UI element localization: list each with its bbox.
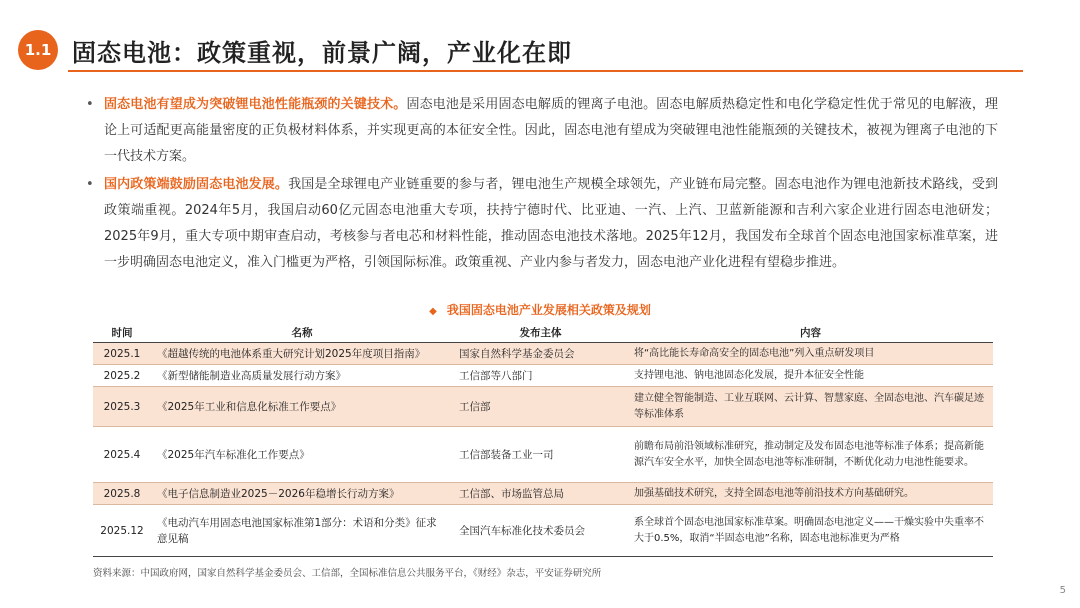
cell-name: 《2025年汽车标准化工作要点》 [151,427,453,483]
column-header-issuer: 发布主体 [453,322,628,343]
column-header-name: 名称 [151,322,453,343]
cell-content: 支持锂电池、钠电池固态化发展，提升本征安全性能 [628,365,993,387]
table-header-row [93,322,993,343]
bullet-dot-icon: • [86,177,94,192]
cell-time: 2025.4 [93,427,151,483]
cell-issuer: 工信部等八部门 [453,365,628,387]
section-number-badge: 1.1 [18,30,58,70]
table-title-text: 我国固态电池产业发展相关政策及规划 [446,303,651,317]
cell-content: 前瞻布局前沿领域标准研究，推动制定及发布固态电池等标准子体系；提高新能源汽车安全水平，加快全固态电池等标准研制，不断优化动力电池性能要求。 [628,427,993,483]
cell-name: 《电动汽车用固态电池国家标准第1部分：术语和分类》征求意见稿 [151,505,453,557]
table-row [93,343,993,365]
cell-content: 加强基础技术研究，支持全固态电池等前沿技术方向基础研究。 [628,483,993,505]
policy-table [93,322,993,557]
slide-header [0,0,1080,80]
cell-time: 2025.8 [93,483,151,505]
cell-issuer: 国家自然科学基金委员会 [453,343,628,365]
cell-name: 《2025年工业和信息化标准工作要点》 [151,387,453,427]
table-row [93,387,993,427]
cell-content: 将“高比能长寿命高安全的固态电池”列入重点研发项目 [628,343,993,365]
column-header-content: 内容 [628,322,993,343]
table-row [93,365,993,387]
cell-issuer: 工信部 [453,387,628,427]
cell-content: 系全球首个固态电池国家标准草案。明确固态电池定义——干燥实验中失重率不大于0.5%，取消“半固态电池”名称，固态电池标准更为严格 [628,505,993,557]
table-row [93,505,993,557]
table-row [93,427,993,483]
cell-time: 2025.12 [93,505,151,557]
cell-time: 2025.3 [93,387,151,427]
table-title [0,301,1080,318]
bullet-policy-support [86,172,998,276]
bullet-body-text: 固态电池是采用固态电解质的锂离子电池。固态电解质热稳定性和电化学稳定性优于常见的电解液，理论上可适配更高能量密度的正负极材料体系，并实现更高的本征安全性。因此，固态电池有望成为突破锂电池性能瓶颈的关键技术，被视为锂离子电池的下一代技术方案。 [104,97,998,164]
bullet-lead-text: 国内政策端鼓励固态电池发展。 [104,177,289,192]
bullet-lead-text: 固态电池有望成为突破锂电池性能瓶颈的关键技术。 [104,97,407,112]
page-number: 5 [1059,585,1066,596]
cell-issuer: 工信部、市场监管总局 [453,483,628,505]
cell-name: 《超越传统的电池体系重大研究计划2025年度项目指南》 [151,343,453,365]
cell-name: 《新型储能制造业高质量发展行动方案》 [151,365,453,387]
diamond-icon: ◆ [429,306,437,317]
cell-issuer: 全国汽车标准化技术委员会 [453,505,628,557]
cell-issuer: 工信部装备工业一司 [453,427,628,483]
bullet-solid-state-breakthrough [86,92,998,170]
bullet-list [86,92,998,278]
header-divider [68,70,1023,72]
cell-name: 《电子信息制造业2025－2026年稳增长行动方案》 [151,483,453,505]
bullet-dot-icon: • [86,97,94,112]
cell-time: 2025.2 [93,365,151,387]
column-header-time: 时间 [93,322,151,343]
table-row [93,483,993,505]
slide-title: 固态电池：政策重视，前景广阔，产业化在即 [72,39,572,67]
cell-content: 建立健全智能制造、工业互联网、云计算、智慧家庭、全固态电池、汽车碳足迹等标准体系 [628,387,993,427]
source-note: 资料来源：中国政府网，国家自然科学基金委员会、工信部，全国标准信息公共服务平台，《财经》杂志，平安证券研究所 [93,568,602,579]
cell-time: 2025.1 [93,343,151,365]
bullet-body-text: 我国是全球锂电产业链重要的参与者，锂电池生产规模全球领先，产业链布局完整。固态电池作为锂电池新技术路线，受到政策端重视。2024年5月，我国启动60亿元固态电池重大专项，扶持宁德时代、比亚迪、一汽、上汽、卫蓝新能源和吉利六家企业进行固态电池研发；2025年9月，重大专项中期审查启动，考核参与者电芯和材料性能，推动固态电池技术落地。2025年12月，我国发布全球首个固态电池国家标准草案，进一步明确固态电池定义，准入门槛更为严格，引领国际标准。政策重视、产业内参与者发力，固态电池产业化进程有望稳步推进。 [104,177,998,270]
